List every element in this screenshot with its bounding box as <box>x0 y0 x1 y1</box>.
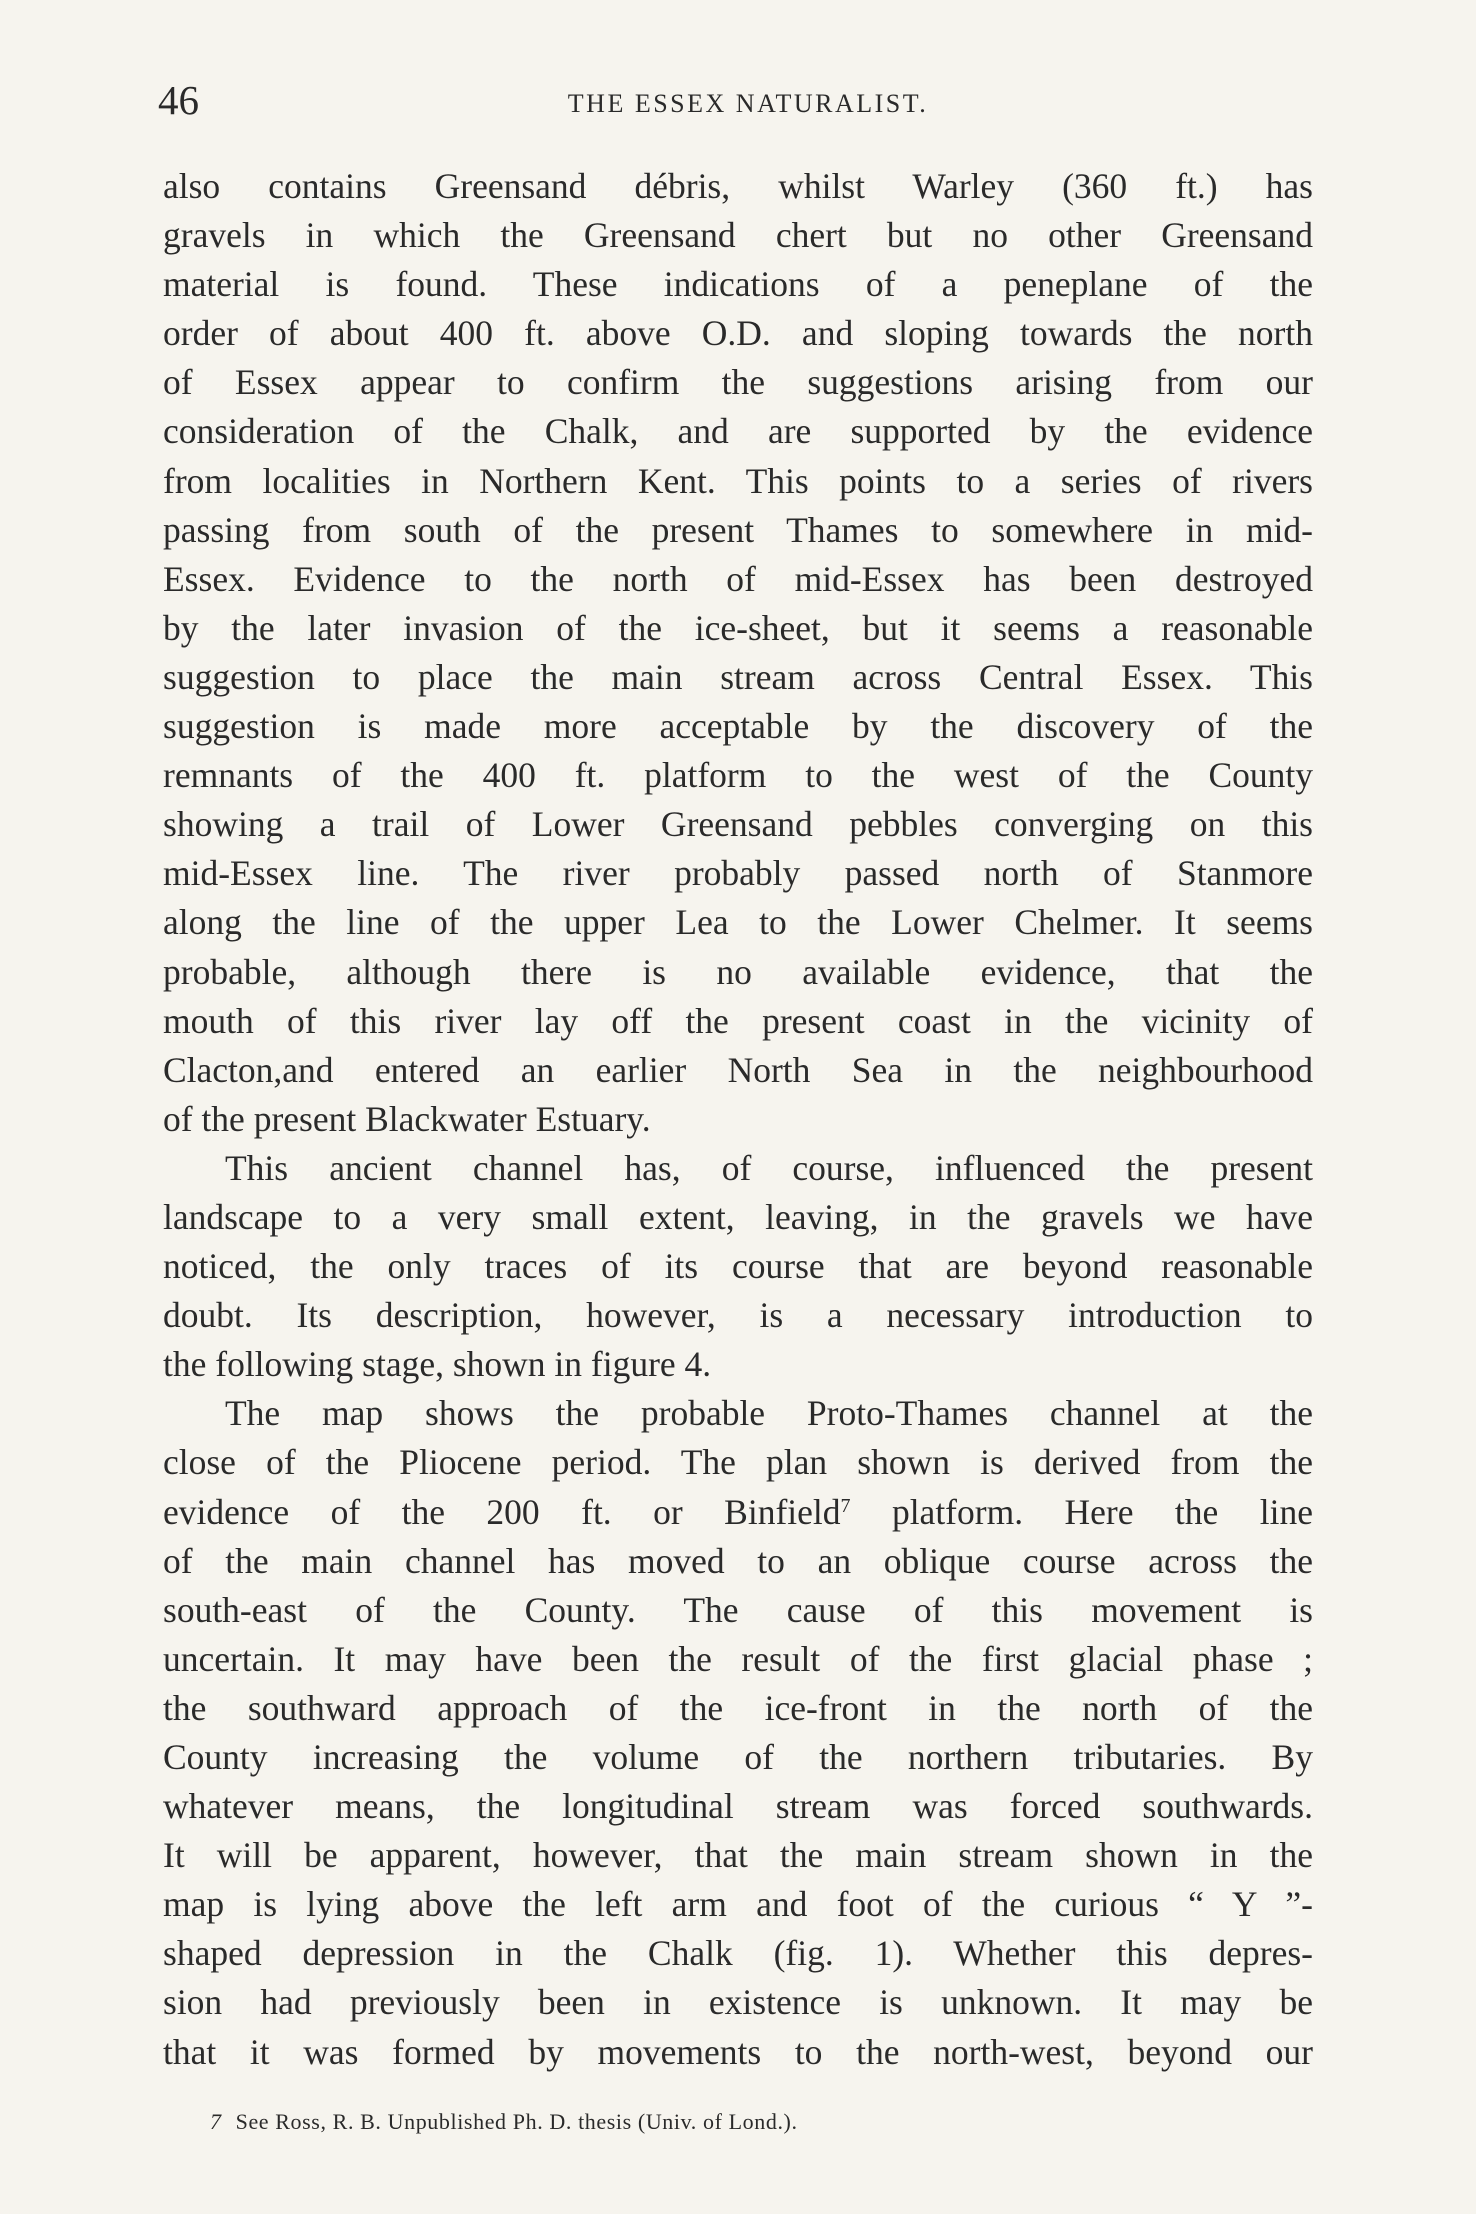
text-line: mouth of this river lay off the present coast in the vicinity of <box>163 1000 1313 1041</box>
text-fragment: platform. Here the line <box>850 1491 1313 1532</box>
text-fragment: evidence of the 200 ft. or Binfield <box>163 1491 841 1532</box>
text-line: remnants of the 400 ft. platform to the west of the County <box>163 755 1313 796</box>
text-line: by the later invasion of the ice-sheet, but it seems a reasonable <box>163 607 1313 648</box>
text-line: uncertain. It may have been the result of the first glacial phase ; <box>163 1638 1313 1679</box>
text-line: gravels in which the Greensand chert but no other Greensand <box>163 215 1313 256</box>
text-line: along the line of the upper Lea to the Lower Chelmer. It seems <box>163 902 1313 943</box>
text-line: that it was formed by movements to the north-west, beyond our <box>163 2031 1313 2072</box>
running-title: THE ESSEX NATURALIST. <box>567 89 929 118</box>
text-line: the southward approach of the ice-front in the north of the <box>163 1687 1313 1728</box>
text-line: It will be apparent, however, that the main stream shown in the <box>163 1835 1313 1876</box>
text-line: This ancient channel has, of course, influenced the present <box>225 1147 1313 1188</box>
text-line: whatever means, the longitudinal stream was forced southwards. <box>163 1786 1313 1827</box>
text-line: sion had previously been in existence is unknown. It may be <box>163 1982 1313 2023</box>
text-line: shaped depression in the Chalk (fig. 1). Whether this depres- <box>163 1933 1313 1974</box>
text-line: The map shows the probable Proto-Thames channel at the <box>225 1393 1313 1434</box>
text-line: south-east of the County. The cause of this movement is <box>163 1589 1313 1630</box>
text-line: landscape to a very small extent, leaving, in the gravels we have <box>163 1196 1313 1237</box>
text-line: noticed, the only traces of its course that are beyond reasonable <box>163 1246 1313 1287</box>
text-line-with-footnote-ref <box>163 1488 1313 1537</box>
text-line: probable, although there is no available evidence, that the <box>163 951 1313 992</box>
text-line: of the main channel has moved to an oblique course across the <box>163 1540 1313 1581</box>
text-line: Clacton,and entered an earlier North Sea in the neighbourhood <box>163 1049 1313 1090</box>
text-line: mid-Essex line. The river probably passed north of Stanmore <box>163 853 1313 894</box>
text-line: Essex. Evidence to the north of mid-Essex has been destroyed <box>163 558 1313 599</box>
text-line: the following stage, shown in figure 4. <box>163 1344 712 1385</box>
text-line: suggestion to place the main stream across Central Essex. This <box>163 656 1313 697</box>
footnote-text: See Ross, R. B. Unpublished Ph. D. thesis (Univ. of Lond.). <box>235 2109 798 2134</box>
text-line: order of about 400 ft. above O.D. and sloping towards the north <box>163 313 1313 354</box>
page-number: 46 <box>158 77 199 123</box>
text-line: map is lying above the left arm and foot of the curious “ Y ”- <box>163 1884 1313 1925</box>
text-line: from localities in Northern Kent. This points to a series of rivers <box>163 460 1313 501</box>
text-line: County increasing the volume of the northern tributaries. By <box>163 1737 1313 1777</box>
text-line: suggestion is made more acceptable by the discovery of the <box>163 706 1313 747</box>
footnote-mark: 7 <box>210 2109 222 2134</box>
text-line: consideration of the Chalk, and are supported by the evidence <box>163 411 1313 452</box>
text-line: material is found. These indications of a peneplane of the <box>163 264 1313 305</box>
text-line: doubt. Its description, however, is a necessary introduction to <box>163 1295 1313 1336</box>
text-line: also contains Greensand débris, whilst Warley (360 ft.) has <box>163 166 1313 206</box>
text-line: showing a trail of Lower Greensand pebbles converging on this <box>163 804 1313 845</box>
footnote <box>210 2111 798 2133</box>
text-line: close of the Pliocene period. The plan shown is derived from the <box>163 1442 1313 1483</box>
text-line: of the present Blackwater Estuary. <box>163 1098 651 1139</box>
text-line: of Essex appear to confirm the suggestions arising from our <box>163 362 1313 403</box>
text-line: passing from south of the present Thames to somewhere in mid- <box>163 509 1313 550</box>
body-text <box>163 162 1313 2077</box>
footnote-reference: 7 <box>840 1494 851 1517</box>
